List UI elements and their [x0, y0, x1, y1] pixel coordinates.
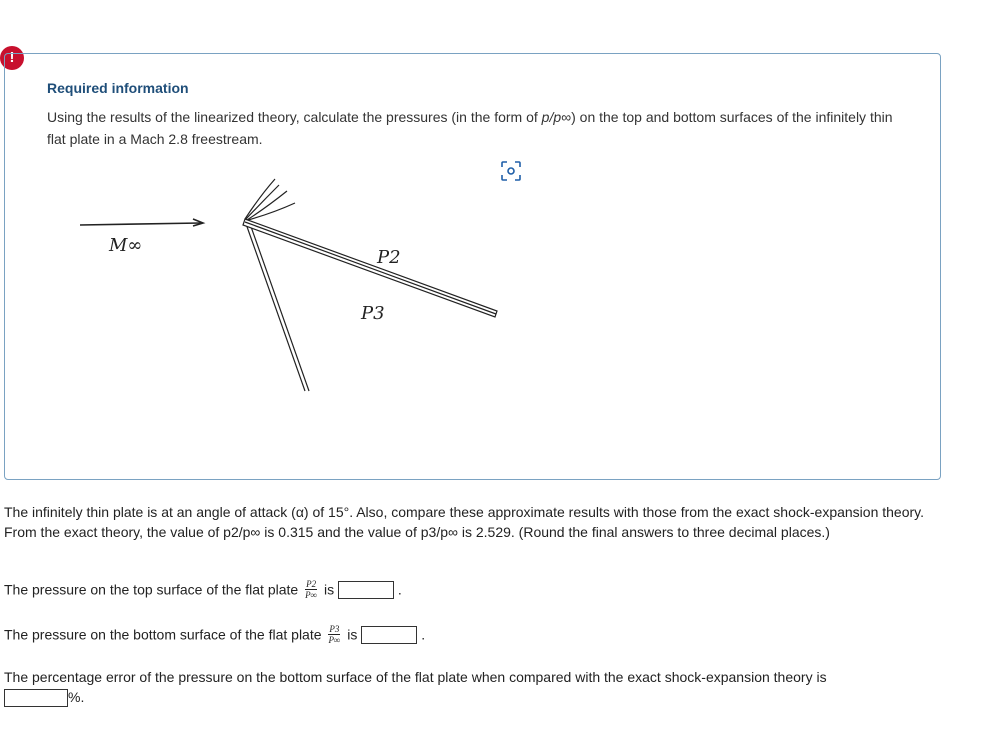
question-percentage-error [4, 667, 949, 707]
top-pressure-label: P2 [377, 247, 401, 268]
info-title: Required information [47, 80, 189, 96]
q1-fraction-den: P∞ [305, 590, 318, 600]
q3-unit: %. [68, 689, 85, 705]
q2-suffix: . [421, 626, 426, 643]
expansion-fan [245, 179, 295, 220]
info-text-italic: p/p∞ [541, 109, 572, 125]
bottom-pressure-answer-input[interactable] [361, 626, 417, 644]
info-text [47, 106, 897, 150]
required-information-panel [4, 53, 941, 480]
bottom-pressure-label: P3 [361, 303, 385, 324]
shock-wave [245, 221, 309, 391]
freestream-arrow [80, 223, 201, 225]
q3-text: The percentage error of the pressure on the bottom surface of the flat plate when compared with the exact shock-expansion theory is [4, 669, 827, 685]
q1-is: is [323, 581, 335, 598]
flat-plate-figure [65, 171, 525, 396]
freestream-label: M∞ [109, 235, 143, 256]
alert-icon: ! [0, 46, 24, 70]
problem-statement: The infinitely thin plate is at an angle of attack (α) of 15°. Also, compare these approximate results with those from the exact shock-expansion theory. From the exact theory, the value of p2/p∞ is 0.315 and the value of p3/p∞ is 2.529. (Round the final answers to three decimal places.) [4, 504, 925, 540]
question-bottom-surface [4, 624, 425, 645]
q2-is: is [347, 626, 358, 643]
q2-fraction-num: P3 [329, 624, 340, 634]
q2-prefix: The pressure on the bottom surface of the flat plate [4, 626, 322, 643]
info-text-part1: Using the results of the linearized theory, calculate the pressures (in the form of [47, 109, 542, 125]
info-text-part2: ) on the top and bottom surfaces of the infinitely thin flat plate in a Mach 2.8 freestream. [47, 109, 893, 147]
question-top-surface [4, 579, 402, 600]
q2-fraction-den: P∞ [328, 635, 341, 645]
q1-fraction-num: P2 [306, 579, 317, 589]
percentage-error-answer-input[interactable] [4, 689, 68, 707]
q2-fraction [328, 624, 340, 645]
q1-suffix: . [397, 581, 402, 598]
q1-prefix: The pressure on the top surface of the flat plate [4, 581, 299, 598]
q1-fraction [305, 579, 317, 600]
top-pressure-answer-input[interactable] [338, 581, 394, 599]
